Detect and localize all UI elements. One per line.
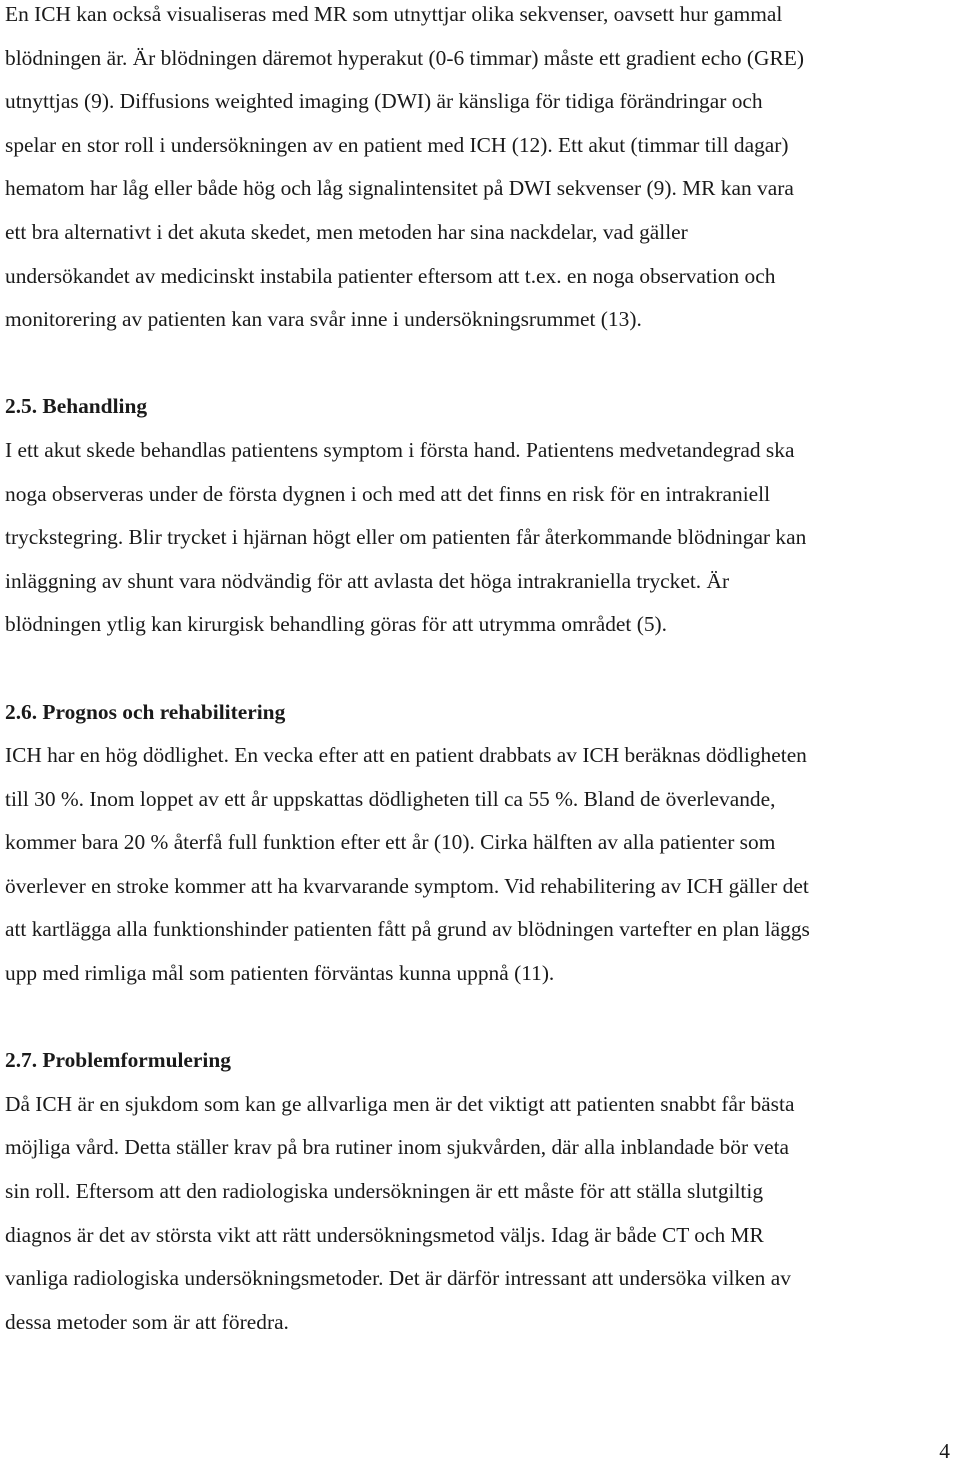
- text-line: En ICH kan också visualiseras med MR som utnyttjar olika sekvenser, oavsett hur gammal: [5, 2, 783, 26]
- text-line: undersökandet av medicinskt instabila patienter eftersom att t.ex. en noga observation och: [5, 263, 776, 288]
- text-line: till 30 %. Inom loppet av ett år uppskattas dödligheten till ca 55 %. Bland de överlevande,: [5, 786, 776, 811]
- text-line: inläggning av shunt vara nödvändig för att avlasta det höga intrakraniella trycket. Är: [5, 568, 730, 593]
- paragraph-gap: [5, 996, 957, 1040]
- section-heading: 2.5. Behandling: [5, 394, 148, 419]
- section-problemformulering: [5, 1039, 957, 1344]
- text-line: överlever en stroke kommer att ha kvarvarande symptom. Vid rehabilitering av ICH gäller det: [5, 873, 809, 898]
- text-line: kommer bara 20 % återfå full funktion efter ett år (10). Cirka hälften av alla patienter som: [5, 830, 776, 855]
- text-line: noga observeras under de första dygnen i och med att det finns en risk för en intrakraniell: [5, 481, 771, 506]
- section-heading: 2.7. Problemformulering: [5, 1048, 231, 1073]
- section-heading: 2.6. Prognos och rehabilitering: [5, 699, 286, 724]
- page-number: 4: [939, 1439, 950, 1463]
- text-line: att kartlägga alla funktionshinder patienten fått på grund av blödningen vartefter en plan läggs: [5, 917, 810, 942]
- text-line: utnyttjas (9). Diffusions weighted imaging (DWI) är känsliga för tidiga förändringar och: [5, 89, 763, 114]
- paragraph-gap: [5, 342, 957, 386]
- text-line: vanliga radiologiska undersökningsmetoder. Det är därför intressant att undersöka vilken av: [5, 1266, 791, 1291]
- text-line: hematom har låg eller både hög och låg signalintensitet på DWI sekvenser (9). MR kan vara: [5, 176, 794, 201]
- document-page: [5, 0, 957, 1344]
- text-line: möjliga vård. Detta ställer krav på bra rutiner inom sjukvården, där alla inblandade bör veta: [5, 1135, 790, 1160]
- section-behandling: [5, 385, 957, 647]
- text-line: sin roll. Eftersom att den radiologiska undersökningen är ett måste för att ställa slutgiltig: [5, 1179, 764, 1204]
- section-prognos: [5, 691, 957, 996]
- text-line: monitorering av patienten kan vara svår inne i undersökningsrummet (13).: [5, 307, 642, 332]
- text-line: ett bra alternativt i det akuta skedet, men metoden har sina nackdelar, vad gäller: [5, 219, 688, 244]
- text-line: diagnos är det av största vikt att rätt undersökningsmetod väljs. Idag är både CT och MR: [5, 1222, 764, 1247]
- paragraph-gap: [5, 647, 957, 691]
- text-line: dessa metoder som är att föredra.: [5, 1309, 289, 1334]
- text-line: blödningen är. Är blödningen däremot hyperakut (0-6 timmar) måste ett gradient echo (GRE): [5, 45, 804, 70]
- text-line: upp med rimliga mål som patienten förväntas kunna uppnå (11).: [5, 961, 555, 986]
- text-line: tryckstegring. Blir trycket i hjärnan högt eller om patienten får återkommande blödningar kan: [5, 525, 807, 550]
- text-line: blödningen ytlig kan kirurgisk behandling göras för att utrymma området (5).: [5, 612, 667, 637]
- text-line: Då ICH är en sjukdom som kan ge allvarliga men är det viktigt att patienten snabbt får bästa: [5, 1091, 795, 1116]
- text-line: I ett akut skede behandlas patientens symptom i första hand. Patientens medvetandegrad ska: [5, 437, 795, 462]
- intro-paragraph: [5, 0, 957, 342]
- text-line: ICH har en hög dödlighet. En vecka efter att en patient drabbats av ICH beräknas dödligheten: [5, 743, 807, 768]
- text-line: spelar en stor roll i undersökningen av en patient med ICH (12). Ett akut (timmar till dagar): [5, 132, 789, 157]
